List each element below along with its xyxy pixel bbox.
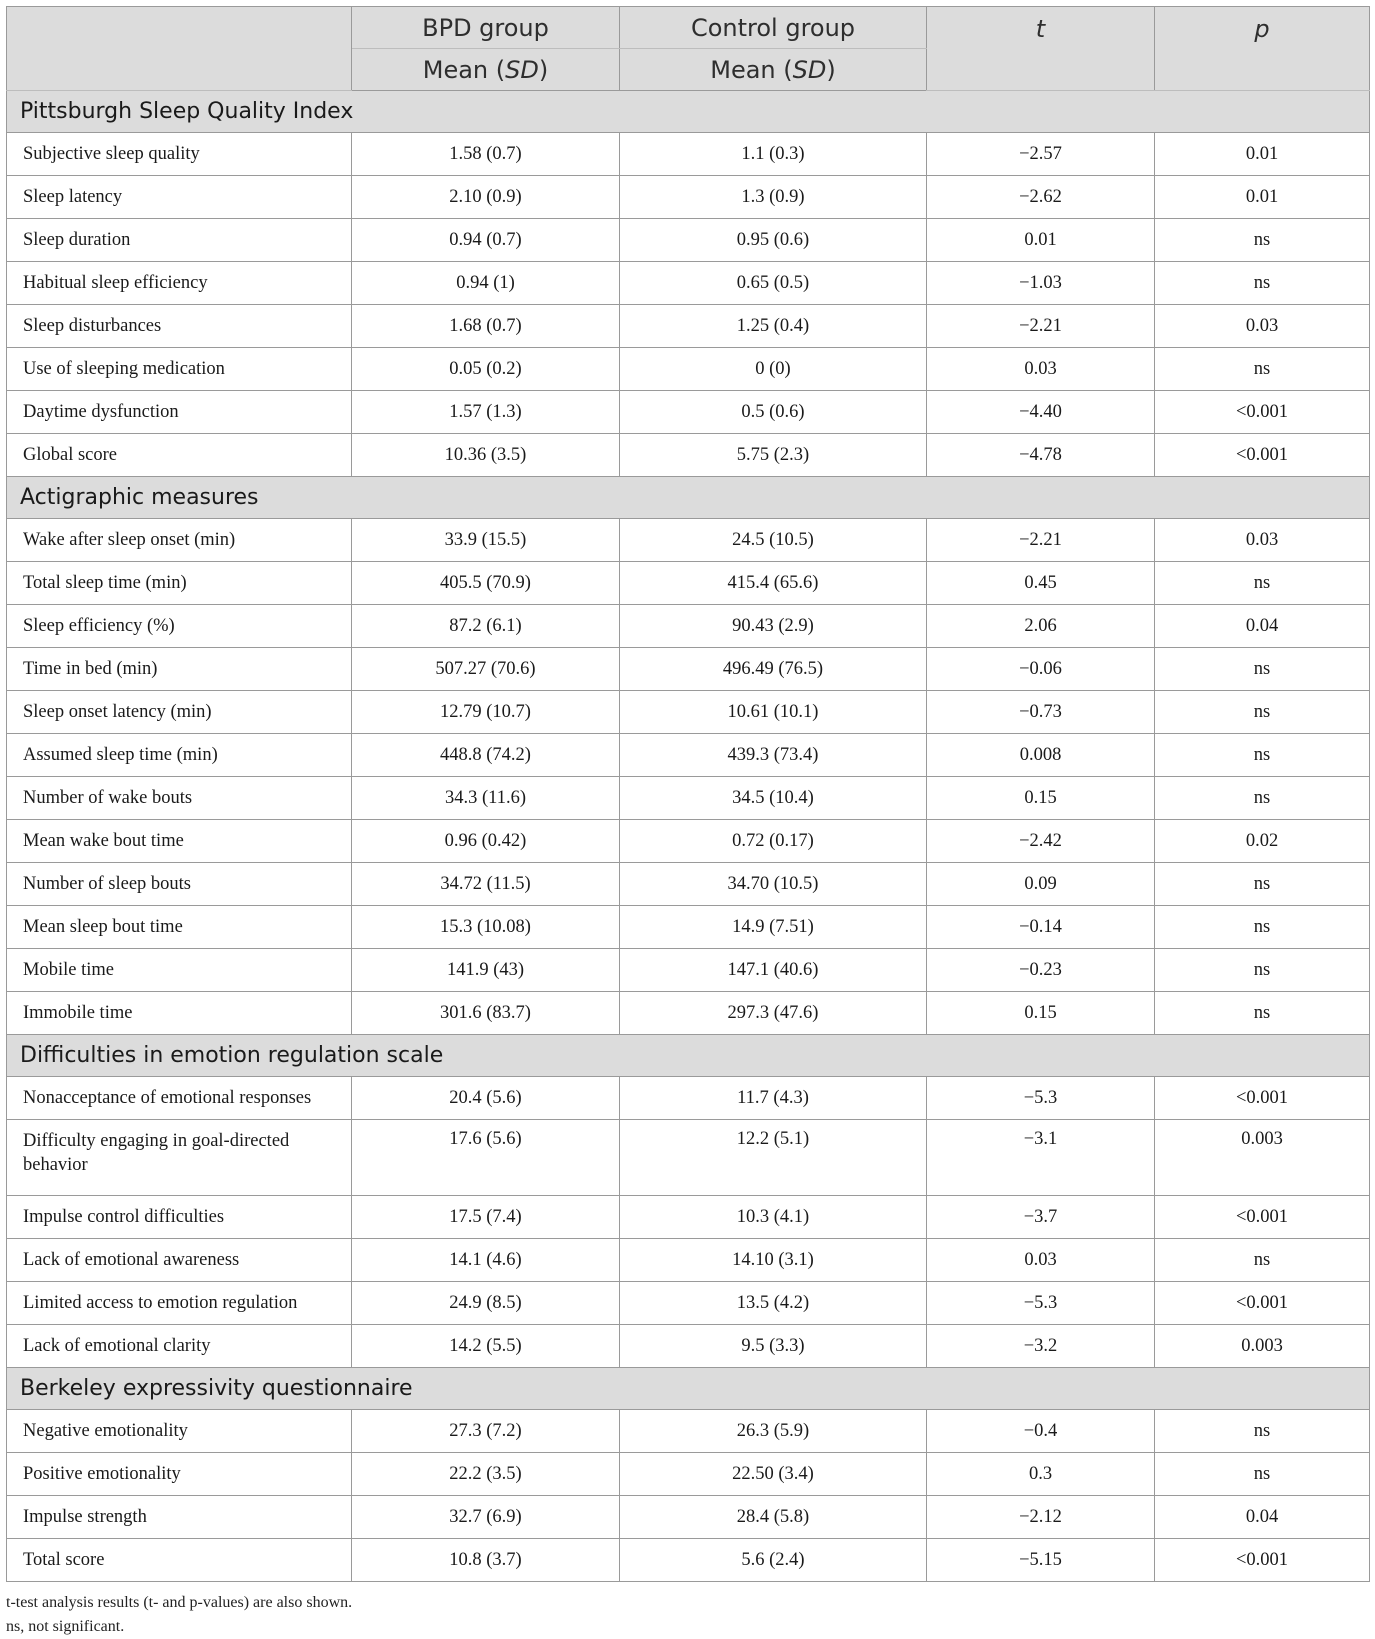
header-control-mean-sd [620,49,927,91]
p-value: 0.04 [1155,1496,1370,1539]
p-value: ns [1155,1410,1370,1453]
mean-prefix: Mean ( [422,55,506,84]
table-row [7,734,1370,777]
bpd-mean-sd: 1.68 (0.7) [352,305,620,348]
t-value: −0.14 [927,906,1155,949]
p-value: 0.04 [1155,605,1370,648]
bpd-mean-sd: 0.05 (0.2) [352,348,620,391]
t-value: −0.73 [927,691,1155,734]
bpd-mean-sd: 507.27 (70.6) [352,648,620,691]
header-measure-cell [7,7,352,91]
control-mean-sd: 1.1 (0.3) [620,133,927,176]
t-value: 0.15 [927,777,1155,820]
p-value: <0.001 [1155,1077,1370,1120]
table-footnotes [6,1591,1369,1639]
t-value: 0.03 [927,1239,1155,1282]
t-value: −0.06 [927,648,1155,691]
table-row [7,1325,1370,1368]
control-mean-sd: 0 (0) [620,348,927,391]
header-control-group: Control group [620,7,927,49]
table-row [7,1496,1370,1539]
table-body [7,91,1370,1582]
table-row [7,691,1370,734]
table-row [7,1539,1370,1582]
control-mean-sd: 12.2 (5.1) [620,1120,927,1196]
table-row [7,562,1370,605]
control-mean-sd: 0.72 (0.17) [620,820,927,863]
control-mean-sd: 297.3 (47.6) [620,992,927,1035]
table-row [7,1239,1370,1282]
row-label: Total score [7,1539,352,1582]
control-mean-sd: 34.70 (10.5) [620,863,927,906]
row-label: Nonacceptance of emotional responses [7,1077,352,1120]
bpd-mean-sd: 14.1 (4.6) [352,1239,620,1282]
row-label: Mobile time [7,949,352,992]
t-value: −0.4 [927,1410,1155,1453]
control-mean-sd: 415.4 (65.6) [620,562,927,605]
table-row [7,605,1370,648]
t-value: 0.01 [927,219,1155,262]
section-header [7,477,1370,519]
table-row [7,219,1370,262]
control-mean-sd: 10.61 (10.1) [620,691,927,734]
section-header [7,91,1370,133]
t-value: 0.15 [927,992,1155,1035]
p-value: <0.001 [1155,1539,1370,1582]
control-mean-sd: 24.5 (10.5) [620,519,927,562]
t-value: −5.3 [927,1282,1155,1325]
bpd-mean-sd: 301.6 (83.7) [352,992,620,1035]
control-mean-sd: 14.10 (3.1) [620,1239,927,1282]
control-mean-sd: 439.3 (73.4) [620,734,927,777]
row-label: Use of sleeping medication [7,348,352,391]
bpd-mean-sd: 24.9 (8.5) [352,1282,620,1325]
control-mean-sd: 1.3 (0.9) [620,176,927,219]
p-value: ns [1155,219,1370,262]
control-mean-sd: 34.5 (10.4) [620,777,927,820]
table-row [7,1453,1370,1496]
p-value: <0.001 [1155,391,1370,434]
control-mean-sd: 496.49 (76.5) [620,648,927,691]
control-mean-sd: 28.4 (5.8) [620,1496,927,1539]
header-p-label: p [1254,15,1270,43]
row-label: Difficulty engaging in goal-directed behavior [7,1120,352,1196]
bpd-mean-sd: 1.57 (1.3) [352,391,620,434]
control-mean-sd: 13.5 (4.2) [620,1282,927,1325]
p-value: ns [1155,777,1370,820]
control-mean-sd: 14.9 (7.51) [620,906,927,949]
row-label: Wake after sleep onset (min) [7,519,352,562]
table-row [7,1196,1370,1239]
bpd-mean-sd: 0.96 (0.42) [352,820,620,863]
table-row [7,133,1370,176]
control-mean-sd: 22.50 (3.4) [620,1453,927,1496]
p-value: 0.01 [1155,133,1370,176]
table-row [7,348,1370,391]
section-title: Berkeley expressivity questionnaire [7,1368,1370,1410]
t-value: −5.15 [927,1539,1155,1582]
sd-label: SD [505,55,539,84]
row-label: Lack of emotional awareness [7,1239,352,1282]
mean-suffix: ) [538,55,549,84]
t-value: −4.40 [927,391,1155,434]
table-row [7,262,1370,305]
control-mean-sd: 0.5 (0.6) [620,391,927,434]
p-value: 0.01 [1155,176,1370,219]
p-value: 0.03 [1155,519,1370,562]
table-row [7,176,1370,219]
p-value: ns [1155,1239,1370,1282]
t-value: −0.23 [927,949,1155,992]
results-table [6,6,1370,1582]
bpd-mean-sd: 32.7 (6.9) [352,1496,620,1539]
row-label: Sleep disturbances [7,305,352,348]
row-label: Negative emotionality [7,1410,352,1453]
p-value: ns [1155,562,1370,605]
t-value: −3.7 [927,1196,1155,1239]
row-label: Limited access to emotion regulation [7,1282,352,1325]
bpd-mean-sd: 33.9 (15.5) [352,519,620,562]
section-title: Difficulties in emotion regulation scale [7,1035,1370,1077]
bpd-mean-sd: 22.2 (3.5) [352,1453,620,1496]
header-p [1155,7,1370,91]
row-label: Time in bed (min) [7,648,352,691]
table-row [7,391,1370,434]
table-row [7,519,1370,562]
t-value: −1.03 [927,262,1155,305]
row-label: Total sleep time (min) [7,562,352,605]
t-value: 0.008 [927,734,1155,777]
p-value: ns [1155,734,1370,777]
t-value: −3.1 [927,1120,1155,1196]
row-label: Lack of emotional clarity [7,1325,352,1368]
row-label: Assumed sleep time (min) [7,734,352,777]
table-row [7,1410,1370,1453]
t-value: −2.62 [927,176,1155,219]
p-value: ns [1155,863,1370,906]
section-header [7,1035,1370,1077]
p-value: ns [1155,648,1370,691]
results-table-container [6,6,1369,1639]
bpd-mean-sd: 0.94 (0.7) [352,219,620,262]
section-title: Pittsburgh Sleep Quality Index [7,91,1370,133]
control-mean-sd: 11.7 (4.3) [620,1077,927,1120]
row-label: Sleep onset latency (min) [7,691,352,734]
bpd-mean-sd: 17.6 (5.6) [352,1120,620,1196]
row-label: Positive emotionality [7,1453,352,1496]
p-value: ns [1155,691,1370,734]
table-row [7,863,1370,906]
t-value: −2.21 [927,519,1155,562]
table-row [7,820,1370,863]
section-header [7,1368,1370,1410]
section-title: Actigraphic measures [7,477,1370,519]
header-t-label: t [1035,15,1046,43]
table-row [7,305,1370,348]
t-value: −2.12 [927,1496,1155,1539]
table-row [7,1077,1370,1120]
mean-suffix: ) [826,55,836,84]
p-value: 0.003 [1155,1325,1370,1368]
bpd-mean-sd: 448.8 (74.2) [352,734,620,777]
sd-label: SD [792,55,827,84]
table-row [7,949,1370,992]
control-mean-sd: 90.43 (2.9) [620,605,927,648]
t-value: −2.57 [927,133,1155,176]
row-label: Habitual sleep efficiency [7,262,352,305]
bpd-mean-sd: 20.4 (5.6) [352,1077,620,1120]
bpd-mean-sd: 34.3 (11.6) [352,777,620,820]
p-value: ns [1155,1453,1370,1496]
row-label: Number of sleep bouts [7,863,352,906]
bpd-mean-sd: 10.8 (3.7) [352,1539,620,1582]
bpd-mean-sd: 10.36 (3.5) [352,434,620,477]
p-value: ns [1155,949,1370,992]
t-value: 0.09 [927,863,1155,906]
control-mean-sd: 0.95 (0.6) [620,219,927,262]
header-bpd-group: BPD group [352,7,620,49]
t-value: 2.06 [927,605,1155,648]
bpd-mean-sd: 141.9 (43) [352,949,620,992]
bpd-mean-sd: 12.79 (10.7) [352,691,620,734]
t-value: −2.42 [927,820,1155,863]
row-label: Daytime dysfunction [7,391,352,434]
control-mean-sd: 5.75 (2.3) [620,434,927,477]
header-bpd-mean-sd [352,49,620,91]
header-t [927,7,1155,91]
control-mean-sd: 9.5 (3.3) [620,1325,927,1368]
row-label: Number of wake bouts [7,777,352,820]
bpd-mean-sd: 17.5 (7.4) [352,1196,620,1239]
row-label: Impulse strength [7,1496,352,1539]
p-value: <0.001 [1155,1196,1370,1239]
bpd-mean-sd: 27.3 (7.2) [352,1410,620,1453]
table-row [7,648,1370,691]
table-row [7,777,1370,820]
p-value: 0.02 [1155,820,1370,863]
footnote-ns: ns, not significant. [6,1618,125,1635]
bpd-mean-sd: 87.2 (6.1) [352,605,620,648]
row-label: Global score [7,434,352,477]
p-value: 0.03 [1155,305,1370,348]
control-mean-sd: 0.65 (0.5) [620,262,927,305]
bpd-mean-sd: 15.3 (10.08) [352,906,620,949]
table-row [7,1120,1370,1196]
control-mean-sd: 1.25 (0.4) [620,305,927,348]
table-row [7,992,1370,1035]
bpd-mean-sd: 34.72 (11.5) [352,863,620,906]
control-mean-sd: 147.1 (40.6) [620,949,927,992]
row-label: Subjective sleep quality [7,133,352,176]
table-row [7,906,1370,949]
p-value: ns [1155,906,1370,949]
row-label: Sleep efficiency (%) [7,605,352,648]
bpd-mean-sd: 2.10 (0.9) [352,176,620,219]
row-label: Mean sleep bout time [7,906,352,949]
mean-prefix: Mean ( [710,55,793,84]
row-label: Impulse control difficulties [7,1196,352,1239]
bpd-mean-sd: 14.2 (5.5) [352,1325,620,1368]
t-value: 0.45 [927,562,1155,605]
control-mean-sd: 10.3 (4.1) [620,1196,927,1239]
p-value: ns [1155,262,1370,305]
bpd-mean-sd: 1.58 (0.7) [352,133,620,176]
control-mean-sd: 26.3 (5.9) [620,1410,927,1453]
row-label: Mean wake bout time [7,820,352,863]
p-value: 0.003 [1155,1120,1370,1196]
control-mean-sd: 5.6 (2.4) [620,1539,927,1582]
p-value: ns [1155,992,1370,1035]
t-value: −2.21 [927,305,1155,348]
row-label: Immobile time [7,992,352,1035]
p-value: <0.001 [1155,1282,1370,1325]
table-header [7,7,1370,91]
row-label: Sleep latency [7,176,352,219]
row-label: Sleep duration [7,219,352,262]
t-value: −5.3 [927,1077,1155,1120]
t-value: 0.03 [927,348,1155,391]
p-value: <0.001 [1155,434,1370,477]
t-value: −4.78 [927,434,1155,477]
table-row [7,1282,1370,1325]
p-value: ns [1155,348,1370,391]
t-value: −3.2 [927,1325,1155,1368]
table-row [7,434,1370,477]
bpd-mean-sd: 0.94 (1) [352,262,620,305]
bpd-mean-sd: 405.5 (70.9) [352,562,620,605]
footnote-ttest: t-test analysis results (t- and p-values) are also shown. [6,1594,353,1611]
t-value: 0.3 [927,1453,1155,1496]
